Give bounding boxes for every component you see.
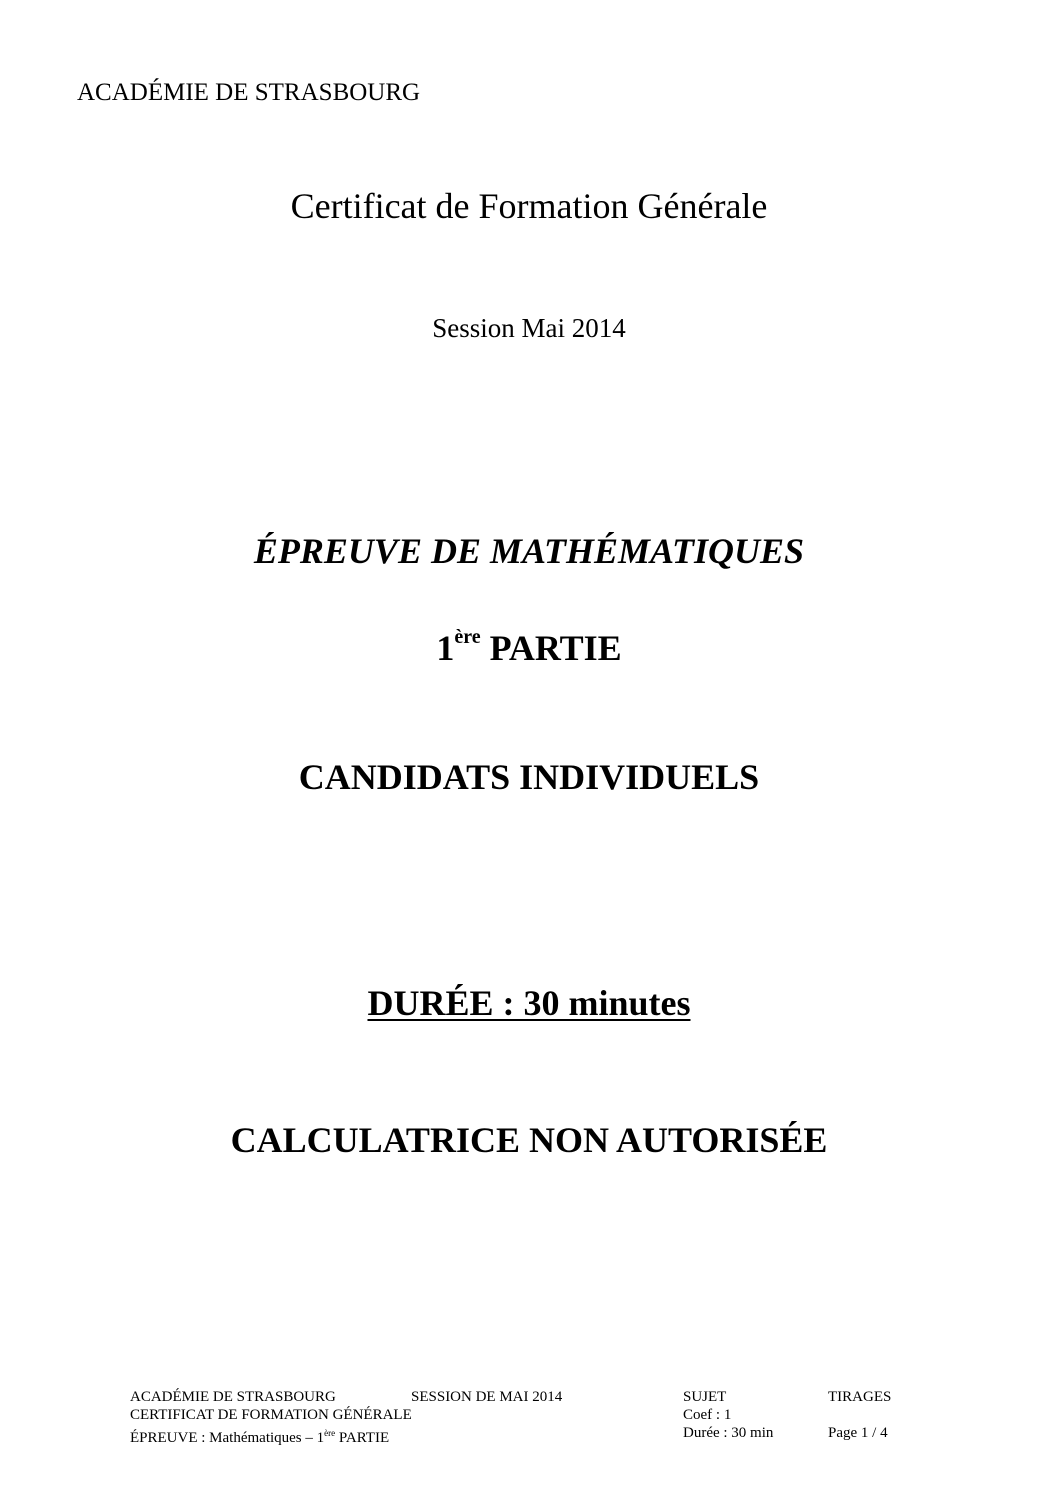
exam-part [0, 618, 1058, 671]
footer-epreuve-part: PARTIE [335, 1430, 390, 1446]
part-number: 1 [436, 628, 455, 668]
footer-page: Page 1 / 4 [828, 1425, 888, 1441]
candidates-heading: CANDIDATS INDIVIDUELS [298, 757, 760, 797]
part-label: PARTIE [489, 628, 622, 668]
footer-duree: Durée : 30 min [683, 1425, 774, 1441]
exam-subject: ÉPREUVE DE MATHÉMATIQUES [253, 531, 805, 571]
duration-heading [0, 980, 1058, 1026]
session-title: Session Mai 2014 [432, 313, 626, 343]
footer-epreuve-suffix: ère [324, 1428, 336, 1438]
footer-epreuve [130, 1424, 389, 1447]
certificate-title: Certificat de Formation Générale [290, 186, 768, 226]
footer-coef: Coef : 1 [683, 1407, 732, 1423]
footer-tirages: TIRAGES [828, 1389, 892, 1405]
footer-session: SESSION DE MAI 2014 [411, 1389, 563, 1405]
calculator-notice: CALCULATRICE NON AUTORISÉE [230, 1120, 828, 1160]
academy-header: ACADÉMIE DE STRASBOURG [77, 79, 421, 106]
part-suffix: ère [454, 626, 481, 648]
footer-type: SUJET [683, 1389, 727, 1405]
footer-academy: ACADÉMIE DE STRASBOURG [130, 1389, 336, 1405]
footer-certificate: CERTIFICAT DE FORMATION GÉNÉRALE [130, 1407, 412, 1423]
footer-epreuve-prefix: ÉPREUVE : Mathématiques – 1 [130, 1430, 325, 1446]
duration-text: DURÉE : 30 minutes [367, 983, 691, 1023]
